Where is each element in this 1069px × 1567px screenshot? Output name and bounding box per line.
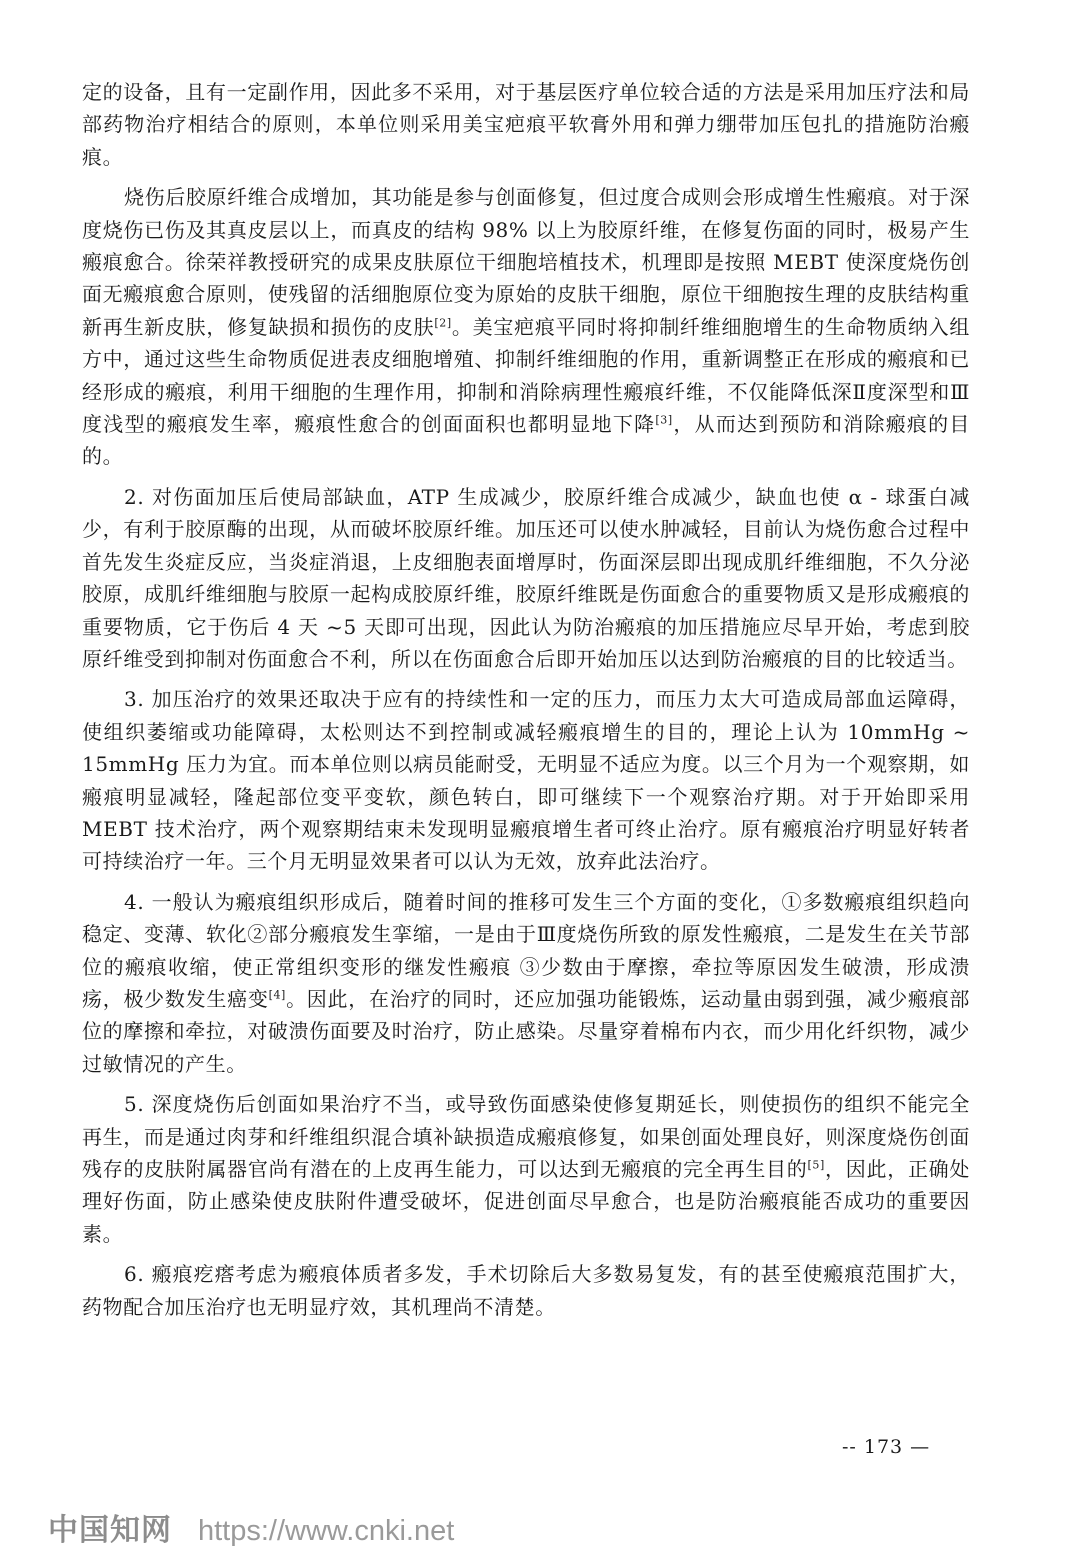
paragraph-text: 5. 深度烧伤后创面如果治疗不当，或导致伤面感染使修复期延长，则使损伤的组织不能完全再生，而是通过肉芽和纤维组织混合填补缺损造成瘢痕修复，如果创面处理良好，则深度烧伤创面残存的皮肤附属器官尚有潜在的上皮再生能力，可以达到无瘢痕的完全再生目的 bbox=[82, 1092, 970, 1181]
paragraph-point-3 bbox=[82, 683, 970, 877]
paragraph-point-4 bbox=[82, 886, 970, 1080]
paragraph-text: 。美宝疤痕平同时将抑制纤维细胞增生的生命物质纳入组方中，通过这些生命物质促进表皮细胞增殖、抑制纤维细胞的作用，重新调整正在形成的瘢痕和已经形成的瘢痕，利用干细胞的生理作用，抑制和消除病理性瘢痕纤维，不仅能降低深Ⅱ度深型和Ⅲ度浅型的瘢痕发生率，瘢痕性愈合的创面面积也都明显地下降 bbox=[82, 314, 970, 437]
paragraph-continuation bbox=[82, 76, 970, 173]
paragraph-text: ，从而达到预防和消除瘢痕的目的。 bbox=[82, 412, 970, 469]
paragraph-collagen bbox=[82, 181, 970, 473]
cnki-logo-text: 中国知网 bbox=[48, 1513, 172, 1548]
citation-ref: [4] bbox=[268, 988, 286, 1002]
paragraph-point-6 bbox=[82, 1258, 970, 1323]
article-body bbox=[82, 76, 970, 1331]
cnki-url[interactable]: https://www.cnki.net bbox=[198, 1515, 455, 1547]
paragraph-text: 定的设备，且有一定副作用，因此多不采用，对于基层医疗单位较合适的方法是采用加压疗法和局部药物治疗相结合的原则，本单位则采用美宝疤痕平软膏外用和弹力绷带加压包扎的措施防治瘢痕。 bbox=[82, 80, 970, 169]
paragraph-text: 烧伤后胶原纤维合成增加，其功能是参与创面修复，但过度合成则会形成增生性瘢痕。对于深度烧伤已伤及其真皮层以上，而真皮的结构 98% 以上为胶原纤维，在修复伤面的同时，极易产生瘢痕愈合。徐荣祥教授研究的成果皮肤原位干细胞培植技术，机理即是按照 MEBT 使深度烧伤创面无瘢痕愈合原则，使残留的活细胞原位变为原始的皮肤干细胞，原位干细胞按生理的皮肤结构重新再生新皮肤，修复缺损和损伤的皮肤 bbox=[82, 185, 970, 339]
paragraph-text: 4. 一般认为瘢痕组织形成后，随着时间的推移可发生三个方面的变化，①多数瘢痕组织趋向稳定、变薄、软化②部分瘢痕发生挛缩，一是由于Ⅲ度烧伤所致的原发性瘢痕，二是发生在关节部位的瘢痕收缩，使正常组织变形的继发性瘢痕 ③少数由于摩擦，牵拉等原因发生破溃，形成溃疡，极少数发生癌变 bbox=[82, 889, 970, 1011]
citation-ref: [5] bbox=[807, 1158, 825, 1172]
paragraph-text: 2. 对伤面加压后使局部缺血，ATP 生成减少，胶原纤维合成减少，缺血也使 α - 球蛋白减少，有利于胶原酶的出现，从而破坏胶原纤维。加压还可以使水肿减轻，目前认为烧伤愈合过程中首先发生炎症反应，当炎症消退，上皮细胞表面增厚时，伤面深层即出现成肌纤维细胞，不久分泌胶原，成肌纤维细胞与胶原一起构成胶原纤维，胶原纤维既是伤面愈合的重要物质又是形成瘢痕的重要物质，它于伤后 4 天 ~5 天即可出现，因此认为防治瘢痕的加压措施应尽早开始，考虑到胶原纤维受到抑制对伤面愈合不利，所以在伤面愈合后即开始加压以达到防治瘢痕的目的比较适当。 bbox=[82, 484, 970, 671]
paragraph-text: ，因此，正确处理好伤面，防止感染使皮肤附件遭受破坏，促进创面尽早愈合，也是防治瘢痕能否成功的重要因素。 bbox=[82, 1157, 971, 1246]
paragraph-text: 6. 瘢痕疙瘩考虑为瘢痕体质者多发，手术切除后大多数易复发，有的甚至使瘢痕范围扩大，药物配合加压治疗也无明显疗效，其机理尚不清楚。 bbox=[82, 1262, 970, 1319]
citation-ref: [2] bbox=[434, 316, 452, 330]
paragraph-point-2 bbox=[82, 481, 970, 675]
paragraph-text: 。因此，在治疗的同时，还应加强功能锻炼，运动量由弱到强，减少瘢痕部位的摩擦和牵拉，对破溃伤面要及时治疗，防止感染。尽量穿着棉布内衣，而少用化纤织物，减少过敏情况的产生。 bbox=[82, 986, 970, 1076]
footer-watermark bbox=[48, 1505, 454, 1549]
paragraph-text: 3. 加压治疗的效果还取决于应有的持续性和一定的压力，而压力太大可造成局部血运障碍，使组织萎缩或功能障碍，太松则达不到控制或减轻瘢痕增生的目的，理论上认为 10mmHg ~ 15mmHg 压力为宜。而本单位则以病员能耐受，无明显不适应为度。以三个月为一个观察期，如瘢痕明显减轻，隆起部位变平变软，颜色转白，即可继续下一个观察治疗期。对于开始即采用 MEBT 技术治疗，两个观察期结束未发现明显瘢痕增生者可终止治疗。原有瘢痕治疗明显好转者可持续治疗一年。三个月无明显效果者可以认为无效，放弃此法治疗。 bbox=[82, 687, 970, 874]
paragraph-point-5 bbox=[82, 1088, 970, 1250]
citation-ref: [3] bbox=[655, 413, 673, 427]
page-number: -- 173 — bbox=[842, 1436, 931, 1458]
